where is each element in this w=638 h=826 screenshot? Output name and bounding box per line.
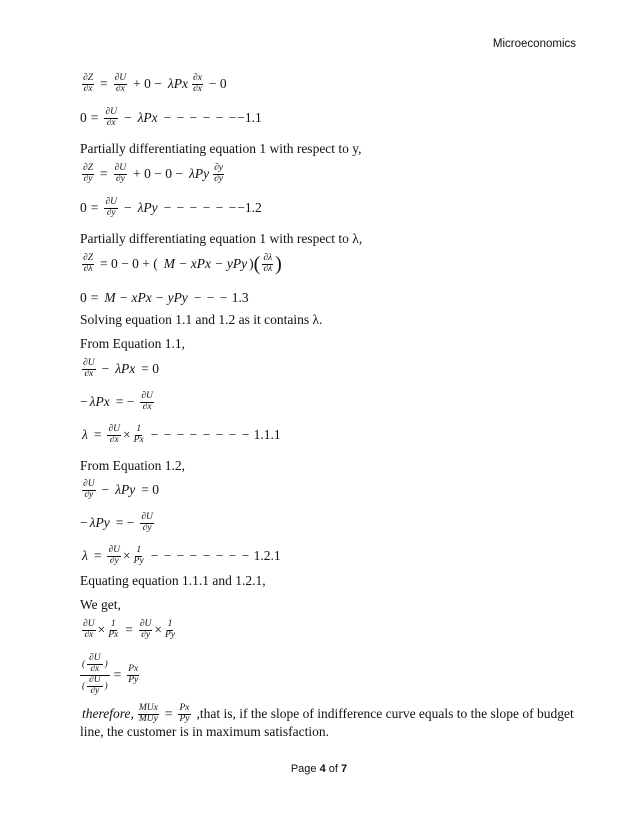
equation-number: −1.2 [237,200,262,216]
equation-du-dx-zero: $\frac{\partial U}{\partial x}$ − λPx = 0 [83,358,160,379]
paragraph: From Equation 1.2, [80,458,185,473]
equation-dz-dx: $\frac{\partial Z}{\partial x}$ = $\frac{\partial U}{\partial x}$ + 0 − λPx $\frac{\partial x}{\partial x}$ − 0 [83,73,227,94]
paragraph: We get, [80,597,121,612]
equation-number: 1.1.1 [253,427,281,443]
equation-1-2: 0 = $\frac{\partial U}{\partial y}$ − λPy − − − − − − −1.2 [80,197,262,218]
page-footer [0,763,638,775]
paragraph: Partially differentiating equation 1 with respect to y, [80,141,362,156]
equation-dz-dy: $\frac{\partial Z}{\partial y}$ = $\frac{\partial U}{\partial y}$ + 0 − 0 − λPy $\frac{\partial y}{\partial y}$ [83,163,224,184]
paragraph: Equating equation 1.1.1 and 1.2.1, [80,573,266,588]
paragraph: From Equation 1.1, [80,336,185,351]
equation-1-1: 0 = $\frac{\partial U}{\partial x}$ − λPx − − − − − − −1.1 [80,107,262,128]
footer-of: of [328,763,338,775]
equation-neg-lambda-px: − λPx = − $\frac{\partial U}{\partial x}$ [80,391,153,412]
equation-number: 1.3 [231,290,249,305]
equation-ratio: ( $\frac{\partial U}{\partial x}$ ) ( $\frac{\partial U}{\partial y}$ ) = $\frac{Px}{Py}$ [82,653,139,696]
equation-1-3: 0 = M − xPx − yPy − − − 1.3 [80,290,249,305]
page-number: 4 [319,763,326,775]
paragraph: Partially differentiating equation 1 with respect to λ, [80,231,363,246]
page-total: 7 [341,763,348,775]
therefore-label: therefore, [82,706,134,722]
header-title: Microeconomics [492,38,576,50]
equation-number: −1.1 [237,110,262,126]
equation-number: 1.2.1 [253,548,281,564]
equation-1-2-1: λ = $\frac{\partial U}{\partial y}$ × $\frac{1}{Py}$ − − − − − − − − 1.2.1 [82,545,281,566]
equation-dz-dlambda: $\frac{\partial Z}{\partial\lambda}$ = 0 − 0 + ( M − xPx − yPy ) ( $\frac{\partial\lambda}{\partial\lambda}$ ) [83,253,282,276]
paragraph: ,that is, if the slope of indifference curve equals to the slope of budget [196,706,574,722]
paragraph: line, the customer is in maximum satisfaction. [80,724,329,739]
paragraph: Solving equation 1.1 and 1.2 as it contains λ. [80,312,323,327]
equation-du-dy-zero: $\frac{\partial U}{\partial y}$ − λPy = 0 [83,479,160,500]
equation-conclusion: therefore, $\frac{\text{MUx}}{\text{MUy}}$ = $\frac{Px}{Py}$ ,that is, if the slope of indifference curve equals to the slope of budget [82,703,574,724]
equation-neg-lambda-py: − λPy = − $\frac{\partial U}{\partial y}$ [80,512,153,533]
equation-1-1-1: λ = $\frac{\partial U}{\partial x}$ × $\frac{1}{Px}$ − − − − − − − − 1.1.1 [82,424,281,445]
equation-equated: $\frac{\partial U}{\partial x}$ × $\frac{1}{Px}$ = $\frac{\partial U}{\partial y}$ × $\frac{1}{Py}$ [83,619,176,640]
footer-prefix: Page [290,763,317,775]
